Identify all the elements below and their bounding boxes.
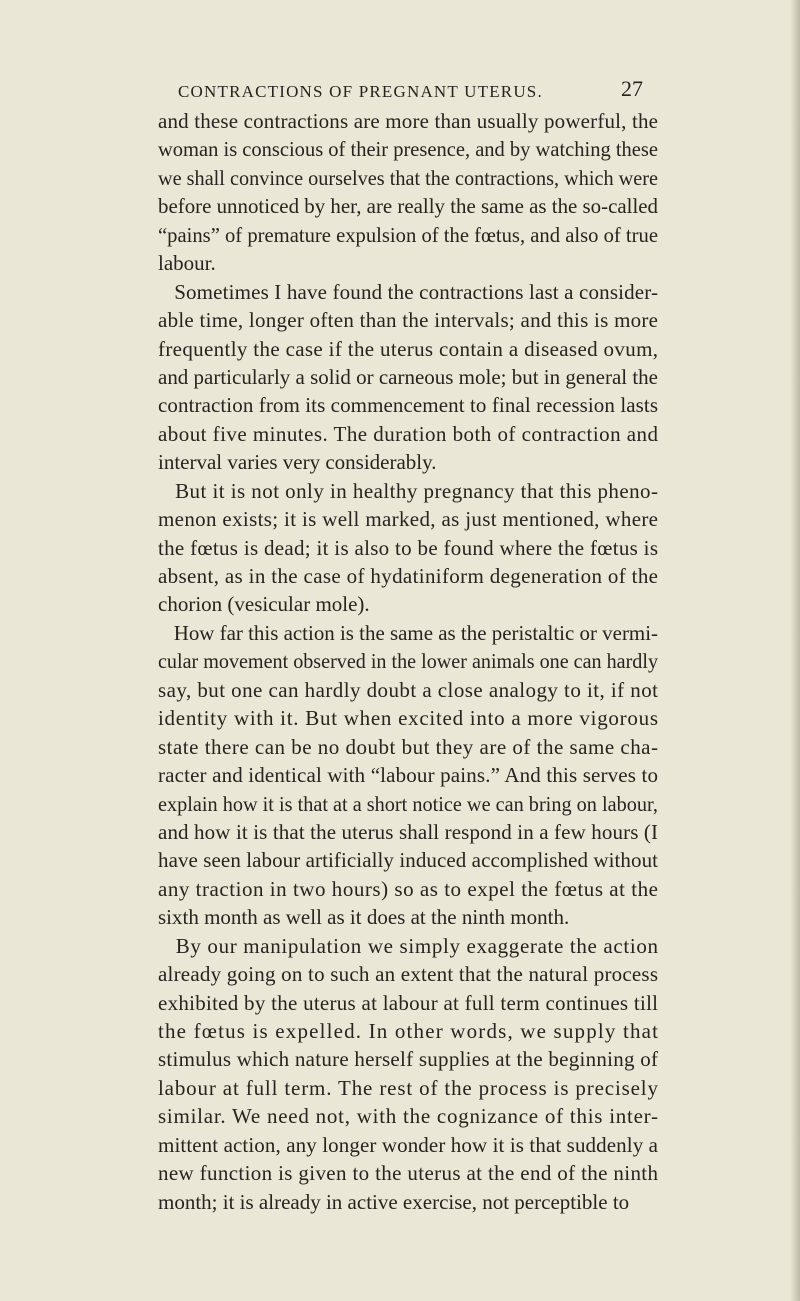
text-line: contraction from its commencement to final recession lasts: [158, 393, 659, 418]
text-line: the fœtus is dead; it is also to be found where the fœtus is: [158, 535, 659, 560]
text-line: cular movement observed in the lower animals one can hardly: [158, 649, 658, 674]
text-line: By our manipulation we simply exaggerate the action: [158, 933, 659, 958]
text-line: and how it is that the uterus shall respond in a few hours (I: [158, 819, 659, 844]
text-line: racter and identical with “labour pains.” And this serves to: [158, 763, 659, 788]
text-line: explain how it is that at a short notice we can bring on labour,: [158, 791, 658, 816]
text-line: exhibited by the uterus at labour at full term continues till: [158, 990, 659, 1015]
text-line: identity with it. But when excited into a more vigorous: [158, 706, 659, 731]
text-line: have seen labour artificially induced accomplished without: [158, 848, 659, 873]
text-line: say, but one can hardly doubt a close analogy to it, if not: [158, 677, 659, 702]
text-line: frequently the case if the uterus contain a diseased ovum,: [158, 336, 659, 361]
text-line: before unnoticed by her, are really the same as the so-called: [158, 194, 658, 219]
page-edge-shadow: [790, 0, 800, 1301]
text-line: about five minutes. The duration both of contraction and: [158, 421, 659, 446]
text-line: sixth month as well as it does at the ninth month.: [158, 905, 570, 930]
text-line: able time, longer often than the intervals; and this is more: [158, 308, 659, 333]
page-number: 27: [621, 76, 643, 101]
text-line: absent, as in the case of hydatiniform degeneration of the: [158, 564, 659, 588]
text-line: labour at full term. The rest of the process is precisely: [158, 1075, 659, 1100]
text-line: month; it is already in active exercise, not perceptible to: [158, 1189, 630, 1214]
text-line: already going on to such an extent that the natural process: [158, 962, 659, 987]
running-head: CONTRACTIONS OF PREGNANT UTERUS.: [178, 82, 543, 101]
body-text: [158, 107, 658, 1216]
text-line: similar. We need not, with the cognizance of this inter-: [158, 1104, 659, 1129]
text-line: labour.: [158, 251, 216, 276]
text-line: Sometimes I have found the contractions last a consider-: [158, 279, 659, 304]
text-line: mittent action, any longer wonder how it is that suddenly a: [158, 1132, 659, 1157]
text-line: and particularly a solid or carneous mole; but in general the: [158, 364, 658, 389]
text-line: menon exists; it is well marked, as just mentioned, where: [158, 507, 659, 532]
text-line: interval varies very considerably.: [158, 450, 437, 475]
text-line: state there can be no doubt but they are of the same cha-: [158, 734, 659, 759]
text-line: “pains” of premature expulsion of the fœtus, and also of true: [158, 222, 658, 247]
text-line: new function is given to the uterus at the end of the ninth: [158, 1161, 659, 1186]
text-line: we shall convince ourselves that the contractions, which were: [158, 165, 658, 190]
text-line: But it is not only in healthy pregnancy that this pheno-: [158, 478, 659, 503]
text-line: How far this action is the same as the peristaltic or vermi-: [158, 620, 658, 645]
text-line: stimulus which nature herself supplies at the beginning of: [158, 1047, 659, 1072]
text-line: and these contractions are more than usually powerful, the: [158, 109, 659, 133]
text-line: any traction in two hours) so as to expel the fœtus at the: [158, 876, 659, 901]
text-line: the fœtus is expelled. In other words, we supply that: [158, 1019, 660, 1043]
text-line: chorion (vesicular mole).: [158, 592, 370, 617]
text-line: woman is conscious of their presence, and by watching these: [158, 137, 658, 162]
